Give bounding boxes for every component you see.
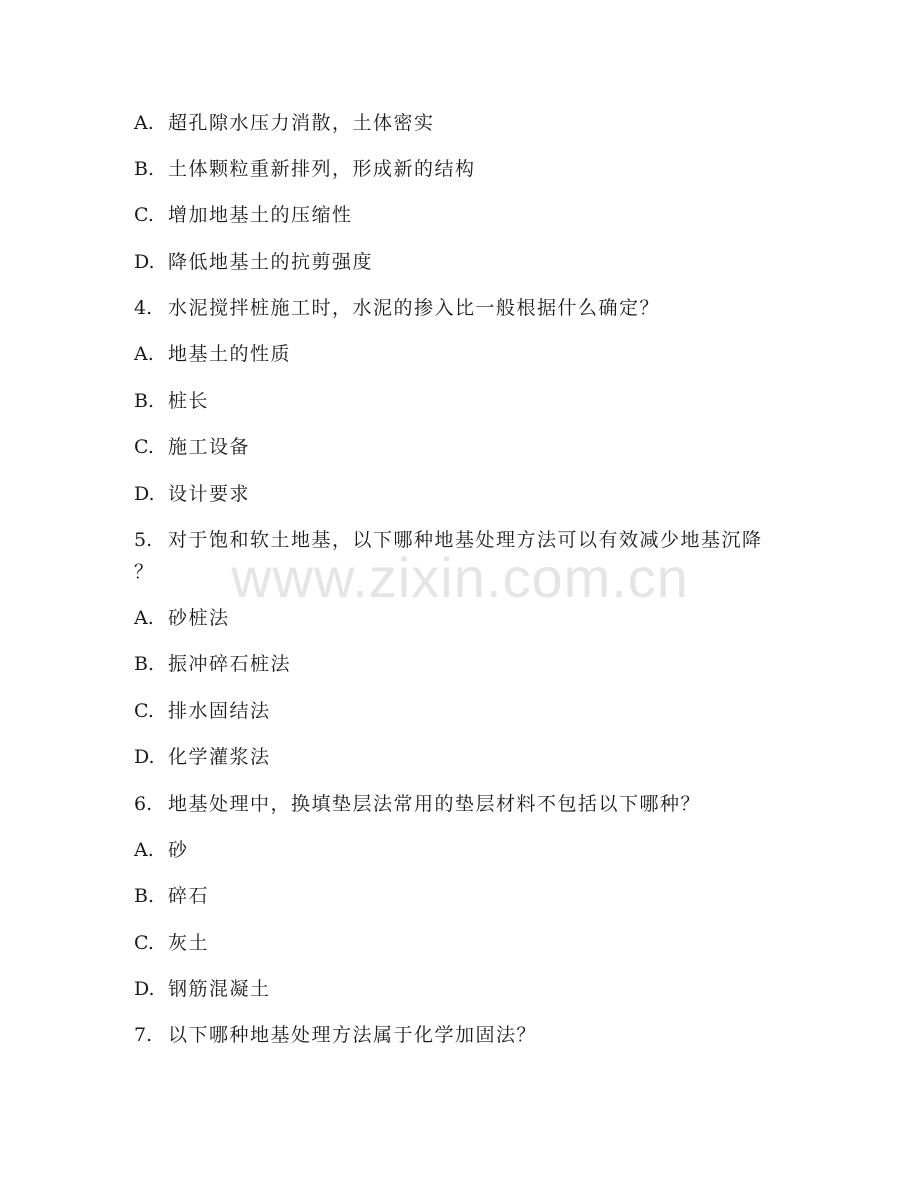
option-prefix: D.: [134, 978, 155, 1000]
option-prefix: C.: [134, 700, 154, 722]
question-text: 以下哪种地基处理方法属于化学加固法？: [168, 1024, 538, 1046]
option-prefix: D.: [134, 483, 155, 505]
option-text: 振冲碎石桩法: [168, 653, 292, 675]
option-line: [134, 931, 209, 955]
option-line: [134, 699, 271, 723]
option-text: 降低地基土的抗剪强度: [168, 251, 374, 273]
question-text: 水泥搅拌桩施工时，水泥的掺入比一般根据什么确定？: [168, 297, 661, 319]
option-line: [134, 111, 435, 135]
option-prefix: D.: [134, 251, 155, 273]
question-line: [134, 1023, 537, 1047]
option-text: 化学灌浆法: [168, 746, 271, 768]
option-prefix: B.: [134, 885, 155, 907]
option-prefix: D.: [134, 746, 155, 768]
option-text: 排水固结法: [168, 700, 271, 722]
option-line: [134, 203, 353, 227]
question-number: 4.: [134, 297, 153, 319]
option-line: [134, 745, 271, 769]
option-text: 地基土的性质: [168, 343, 292, 365]
option-prefix: A.: [134, 343, 154, 365]
option-prefix: B.: [134, 390, 155, 412]
question-line: [134, 296, 660, 320]
option-text: 灰土: [168, 932, 210, 954]
question-text: 地基处理中，换填垫层法常用的垫层材料不包括以下哪种？: [168, 793, 702, 815]
option-text: 土体颗粒重新排列，形成新的结构: [168, 158, 476, 180]
option-line: [134, 250, 373, 274]
option-line: [134, 838, 189, 862]
option-line: [134, 435, 250, 459]
option-line: [134, 389, 209, 413]
question-continuation-text: ？: [134, 561, 155, 583]
option-text: 增加地基土的压缩性: [168, 204, 353, 226]
option-prefix: B.: [134, 653, 155, 675]
option-line: [134, 884, 209, 908]
option-text: 设计要求: [168, 483, 251, 505]
option-line: [134, 482, 250, 506]
option-line: [134, 157, 476, 181]
option-text: 桩长: [168, 390, 210, 412]
option-text: 超孔隙水压力消散，土体密实: [168, 112, 435, 134]
option-text: 钢筋混凝土: [168, 978, 271, 1000]
option-prefix: C.: [134, 436, 154, 458]
option-prefix: C.: [134, 204, 154, 226]
option-prefix: A.: [134, 607, 154, 629]
option-prefix: A.: [134, 839, 154, 861]
option-prefix: C.: [134, 932, 154, 954]
option-line: [134, 977, 271, 1001]
option-line: [134, 342, 291, 366]
watermark: www.zixin.com.cn: [231, 546, 689, 609]
option-text: 施工设备: [168, 436, 251, 458]
question-number: 6.: [134, 793, 153, 815]
option-line: [134, 652, 291, 676]
question-line: [134, 792, 701, 816]
option-prefix: A.: [134, 112, 154, 134]
option-prefix: B.: [134, 158, 155, 180]
question-text: 对于饱和软土地基，以下哪种地基处理方法可以有效减少地基沉降: [168, 529, 763, 551]
option-text: 碎石: [168, 885, 210, 907]
option-text: 砂桩法: [168, 607, 230, 629]
option-text: 砂: [168, 839, 189, 861]
question-number: 7.: [134, 1024, 153, 1046]
question-number: 5.: [134, 529, 153, 551]
